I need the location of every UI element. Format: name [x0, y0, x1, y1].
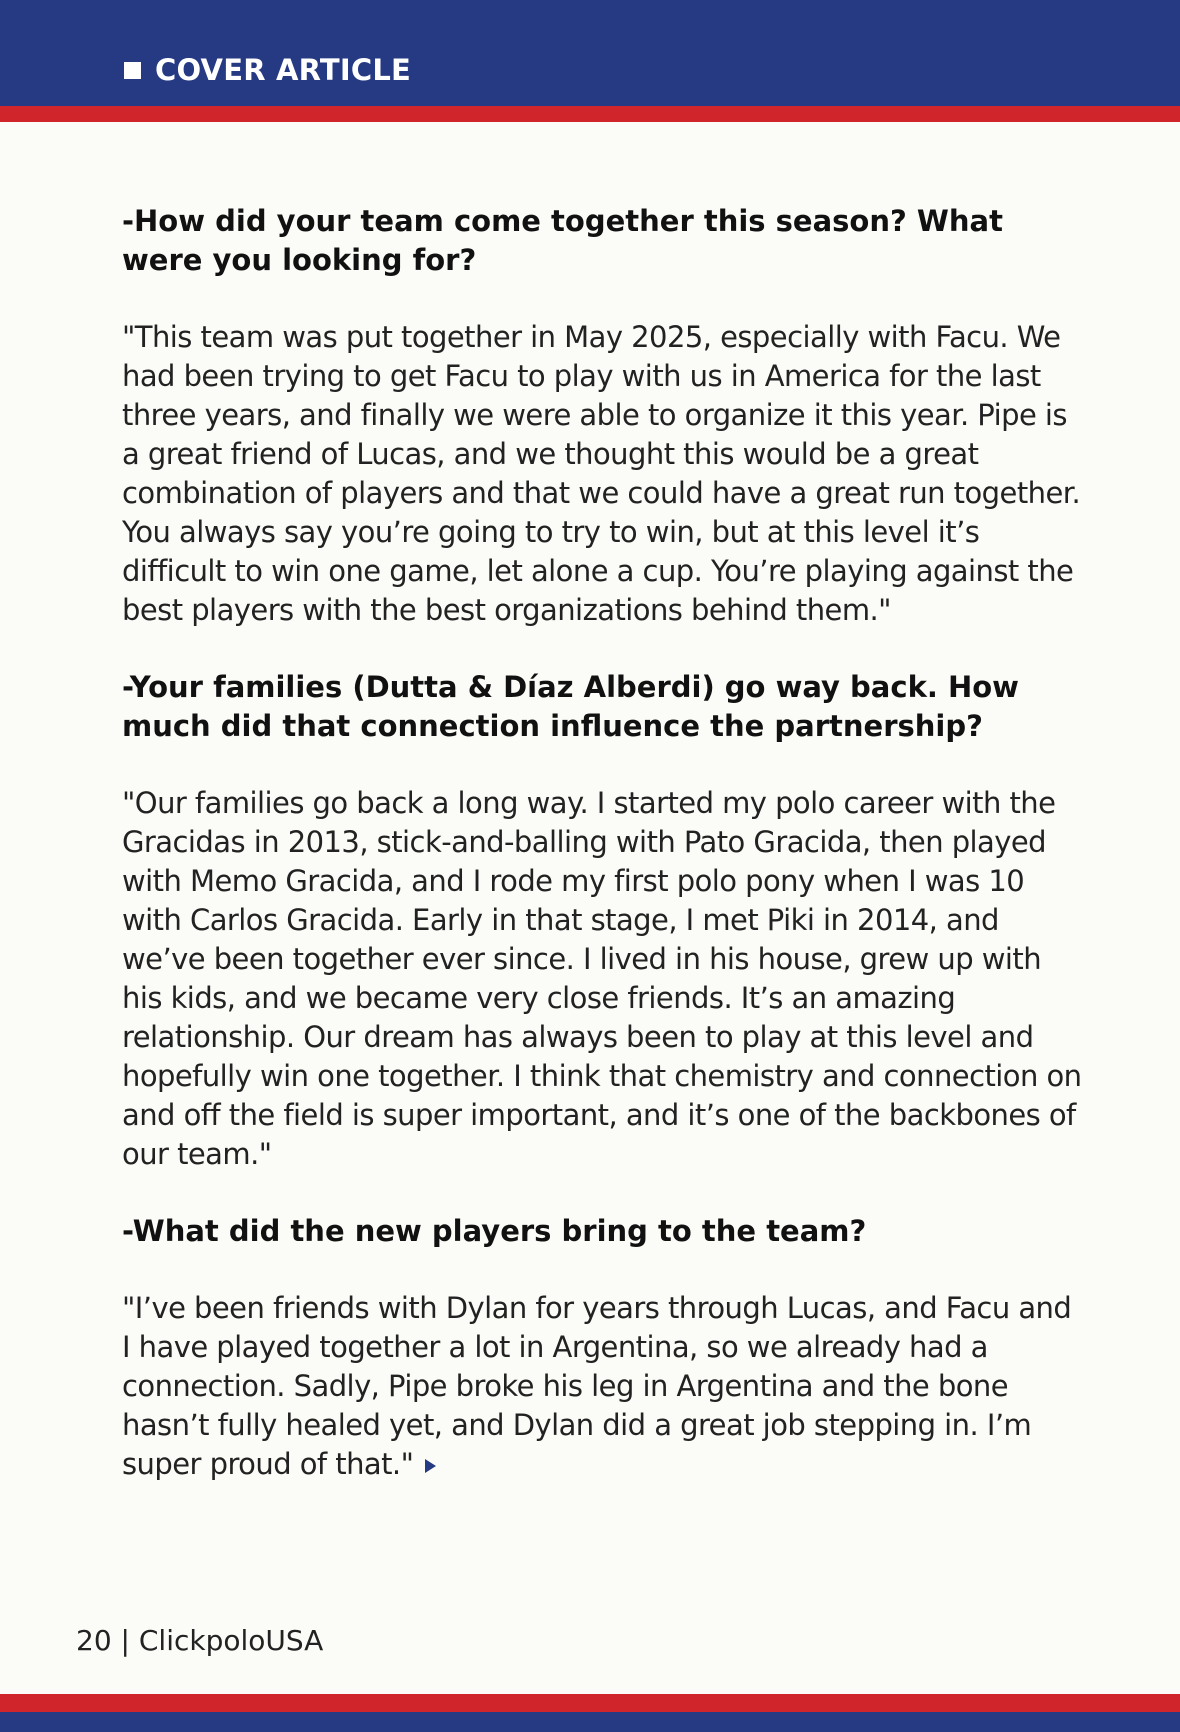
header-accent-stripe: [0, 106, 1180, 122]
footer-accent-stripe: [0, 1694, 1180, 1712]
section-tag: [124, 50, 411, 90]
question-2: -Your families (Dutta & Díaz Alberdi) go way back. How much did that connection influence the partnership?: [122, 670, 1019, 743]
answer-2: "Our families go back a long way. I started my polo career with the Gracidas in 2013, stick-and-balling with Pato Gracida, then played with Memo Gracida, and I rode my first polo pony when I was 10 with Carlos Gracida. Early in that stage, I met Piki in 2014, and we’ve been together ever since. I lived in his house, grew up with his kids, and we became very close friends. It’s an amazing relationship. Our dream has always been to play at this level and hopefully win one together. I think that chemistry and connection on and off the field is super important, and it’s one of the backbones of our team.": [122, 786, 1082, 1171]
answer-3-container: [122, 1289, 1082, 1484]
question-1: -How did your team come together this season? What were you looking for?: [122, 204, 1003, 277]
play-triangle-icon: [425, 1459, 436, 1473]
article-body: [122, 202, 1082, 1522]
question-3: -What did the new players bring to the team?: [122, 1214, 867, 1248]
answer-1: "This team was put together in May 2025, especially with Facu. We had been trying to get Facu to play with us in America for the last three years, and finally we were able to organize it this year. Pipe is a great friend of Lucas, and we thought this would be a great combination of players and that we could have a great run together. You always say you’re going to try to win, but at this level it’s difficult to win one game, let alone a cup. You’re playing against the best players with the best organizations behind them.": [122, 320, 1081, 627]
footer-bar: [0, 1712, 1180, 1732]
page-footer-label: 20 | ClickpoloUSA: [76, 1624, 324, 1657]
answer-3: "I’ve been friends with Dylan for years through Lucas, and Facu and I have played together a lot in Argentina, so we already had a connection. Sadly, Pipe broke his leg in Argentina and the bone hasn’t fully healed yet, and Dylan did a great job stepping in. I’m super proud of that.": [122, 1291, 1072, 1481]
section-label: COVER ARTICLE: [155, 53, 412, 87]
square-bullet-icon: [124, 62, 141, 79]
